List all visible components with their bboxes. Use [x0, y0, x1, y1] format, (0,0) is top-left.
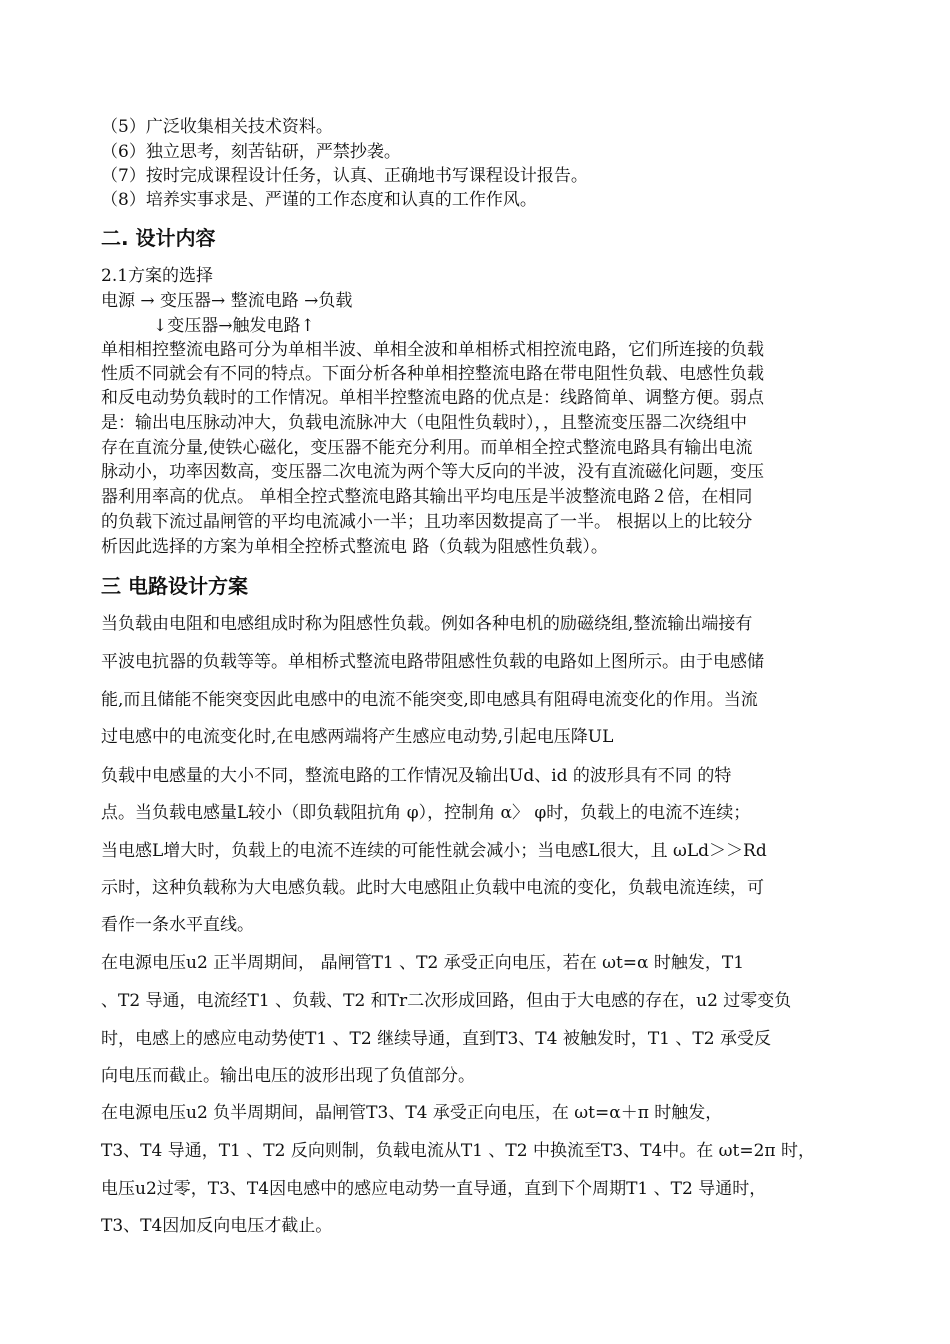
text-line: 是：输出电压脉动冲大，负载电流脉冲大（电阻性负载时），，且整流变压器二次绕组中: [101, 413, 747, 433]
text-line: 存在直流分量,使铁心磁化，变压器不能充分利用。而单相全控式整流电路具有输出电流: [101, 438, 753, 458]
section-3-heading: 三 电路设计方案: [101, 574, 248, 598]
text-line: 单相相控整流电路可分为单相半波、单相全波和单相桥式相控流电路，它们所连接的负载: [101, 340, 764, 360]
text-line: 当负载由电阻和电感组成时称为阻感性负载。例如各种电机的励磁绕组,整流输出端接有: [101, 614, 753, 634]
text-line: 时，电感上的感应电动势使T1 、T2 继续导通，直到T3、T4 被触发时，T1 、T2 承受反: [101, 1029, 771, 1049]
text-line: 示时，这种负载称为大电感负载。此时大电感阻止负载中电流的变化，负载电流连续，可: [101, 878, 764, 898]
flow-diagram-line-2: ↓变压器→触发电路↑: [153, 316, 315, 336]
flow-diagram-line-1: 电源 → 变压器→ 整流电路 →负载: [101, 291, 353, 311]
text-line: T3、T4 导通，T1 、T2 反向则制，负载电流从T1 、T2 中换流至T3、T4中。在 ωt=2π 时，: [101, 1141, 815, 1161]
text-line: T3、T4因加反向电压才截止。: [101, 1216, 333, 1236]
requirement-item: （7）按时完成课程设计任务，认真、正确地书写课程设计报告。: [101, 166, 588, 186]
text-line: 能,而且储能不能突变因此电感中的电流不能突变,即电感具有阻碍电流变化的作用。当流: [101, 690, 758, 710]
text-line: 平波电抗器的负载等等。单相桥式整流电路带阻感性负载的电路如上图所示。由于电感储: [101, 652, 764, 672]
text-line: 析因此选择的方案为单相全控桥式整流电 路（负载为阻感性负载）。: [101, 537, 608, 557]
text-line: 点。当负载电感量L较小（即负载阻抗角 φ），控制角 α〉 φ时，负载上的电流不连续；: [101, 803, 751, 823]
text-line: 在电源电压u2 负半周期间，晶闸管T3、T4 承受正向电压，在 ωt=α＋π 时触发，: [101, 1103, 723, 1123]
text-line: 看作一条水平直线。: [101, 915, 254, 935]
text-line: 、T2 导通，电流经T1 、负载、T2 和Tr二次形成回路，但由于大电感的存在，u2 过零变负: [101, 991, 792, 1011]
requirement-item: （6）独立思考，刻苦钻研，严禁抄袭。: [101, 142, 401, 162]
text-line: 在电源电压u2 正半周期间， 晶闸管T1 、T2 承受正向电压，若在 ωt=α 时触发，T1: [101, 953, 745, 973]
text-line: 当电感L增大时，负载上的电流不连续的可能性就会减小；当电感L很大，且 ωLd＞＞Rd: [101, 841, 767, 861]
text-line: 向电压而截止。输出电压的波形出现了负值部分。: [101, 1066, 475, 1086]
text-line: 负载中电感量的大小不同，整流电路的工作情况及输出Ud、id 的波形具有不同 的特: [101, 766, 732, 786]
text-line: 和反电动势负载时的工作情况。单相半控整流电路的优点是：线路简单、调整方便。弱点: [101, 388, 764, 408]
text-line: 器利用率高的优点。 单相全控式整流电路其输出平均电压是半波整流电路２倍，在相同: [101, 487, 753, 507]
text-line: 的负载下流过晶闸管的平均电流减小一半；且功率因数提高了一半。 根据以上的比较分: [101, 512, 753, 532]
requirement-item: （8）培养实事求是、严谨的工作态度和认真的工作作风。: [101, 190, 537, 210]
text-line: 电压u2过零，T3、T4因电感中的感应电动势一直导通，直到下个周期T1 、T2 导通时，: [101, 1179, 767, 1199]
section-2-1-subheading: 2.1方案的选择: [101, 266, 214, 286]
section-2-heading: 二. 设计内容: [101, 226, 216, 250]
requirement-item: （5）广泛收集相关技术资料。: [101, 117, 333, 137]
text-line: 过电感中的电流变化时,在电感两端将产生感应电动势,引起电压降UL: [101, 727, 614, 747]
text-line: 脉动小，功率因数高，变压器二次电流为两个等大反向的半波，没有直流磁化问题，变压: [101, 462, 764, 482]
text-line: 性质不同就会有不同的特点。下面分析各种单相控整流电路在带电阻性负载、电感性负载: [101, 364, 764, 384]
